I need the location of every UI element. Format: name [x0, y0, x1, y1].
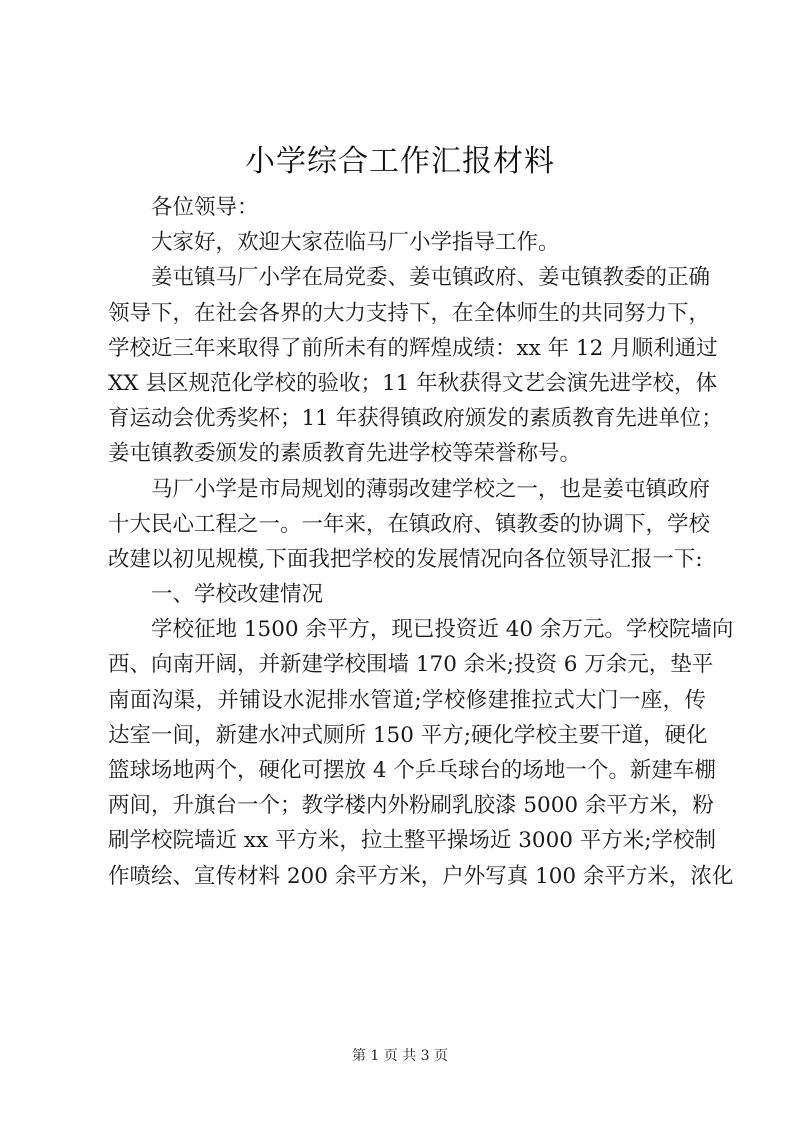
text-line: 领导下，在社会各界的大力支持下，在全体师生的共同努力下， — [108, 300, 711, 326]
document-body — [108, 190, 734, 894]
text-line: 达室一间，新建水冲式厕所 150 平方;硬化学校主要干道，硬化 — [108, 722, 708, 748]
text-line: 各位领导： — [151, 195, 259, 220]
text-line: 大家好，欢迎大家莅临马厂小学指导工作。 — [151, 230, 560, 256]
text-line: XX 县区规范化学校的验收；11 年秋获得文艺会演先进学校，体 — [108, 370, 718, 396]
text-line: 南面沟渠，并铺设水泥排水管道;学校修建推拉式大门一座，传 — [108, 687, 706, 713]
text-line: 刷学校院墙近 xx 平方米，拉土整平操场近 3000 平方米;学校制 — [108, 828, 717, 854]
text-line: 篮球场地两个，硬化可摆放 4 个乒乓球台的场地一个。新建车棚 — [108, 758, 716, 783]
text-line: 马厂小学是市局规划的薄弱改建学校之一，也是姜屯镇政府 — [151, 476, 711, 502]
text-line: 两间，升旗台一个；教学楼内外粉刷乳胶漆 5000 余平方米，粉 — [108, 793, 714, 819]
text-line: 西、向南开阔，并新建学校围墙 170 余米;投资 6 万余元，垫平 — [108, 652, 714, 678]
text-line: 一、学校改建情况 — [151, 582, 324, 608]
text-line: 十大民心工程之一。一年来，在镇政府、镇教委的协调下，学校 — [108, 511, 711, 537]
text-line: 姜屯镇马厂小学在局党委、姜屯镇政府、姜屯镇教委的正确 — [151, 265, 711, 291]
text-line: 学校征地 1500 余平方，现已投资近 40 余万元。学校院墙向 — [151, 617, 734, 643]
document-title: 小学综合工作汇报材料 — [245, 144, 555, 179]
text-line: 姜屯镇教委颁发的素质教育先进学校等荣誉称号。 — [108, 441, 582, 467]
page-footer: 第 1 页 共 3 页 — [351, 1048, 449, 1064]
text-line: 改建以初见规模,下面我把学校的发展情况向各位领导汇报一下: — [108, 546, 703, 572]
text-line: 作喷绘、宣传材料 200 余平方米，户外写真 100 余平方米，浓化 — [108, 863, 734, 889]
text-line: 学校近三年来取得了前所未有的辉煌成绩：xx 年 12 月顺利通过 — [108, 335, 718, 361]
text-line: 育运动会优秀奖杯；11 年获得镇政府颁发的素质教育先进单位； — [108, 406, 723, 432]
